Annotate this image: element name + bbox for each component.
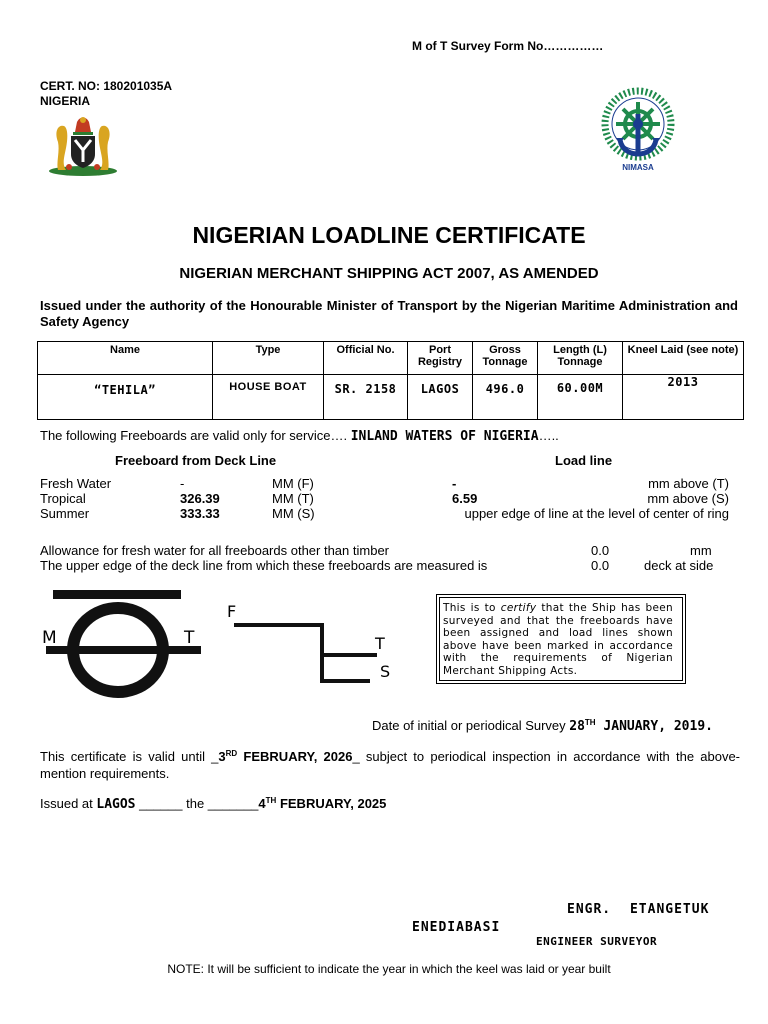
ship-table-header-row: [38, 342, 744, 375]
freeboard-row: [40, 506, 740, 522]
freeboard-name: Summer: [40, 506, 90, 521]
signatory-name-line2: ENEDIABASI: [412, 920, 501, 935]
survey-date-line: [372, 718, 713, 734]
header-length-tonnage: Length (L) Tonnage: [538, 342, 623, 375]
certificate-number: CERT. NO: 180201035A: [40, 79, 173, 93]
service-statement: [40, 428, 559, 444]
header-type: Type: [213, 342, 324, 375]
ship-type: HOUSE BOAT: [213, 375, 324, 420]
allowance-label: Allowance for fresh water for all freeboards other than timber: [40, 543, 390, 558]
loadline-heading: Load line: [555, 453, 613, 468]
mark-label-m: M: [42, 628, 57, 648]
authority-statement: Issued under the authority of the Honourable Minister of Transport by the Nigerian Maritime Administration and Safety Agency: [40, 298, 738, 329]
validity-suffix: _ subject to periodical inspection in accordance with the above-mention requirements.: [40, 749, 741, 781]
diagram-label-f: F: [227, 602, 237, 621]
validity-prefix: This certificate is valid until _: [40, 749, 219, 764]
issued-place: LAGOS: [96, 797, 136, 812]
issued-middle: ______ the _______: [135, 796, 259, 811]
mark-label-t: T: [184, 628, 195, 648]
validity-day: 3: [218, 749, 226, 764]
service-prefix: The following Freeboards are valid only for service….: [40, 428, 348, 443]
survey-date-rest: JANUARY, 2019.: [595, 719, 713, 734]
freeboard-value: 333.33: [180, 506, 220, 521]
loadline-unit: upper edge of line at the level of center of ring: [464, 506, 729, 521]
issued-prefix: Issued at: [40, 796, 97, 811]
signatory-role: ENGINEER SURVEYOR: [536, 935, 658, 948]
issued-day: 4: [258, 796, 266, 811]
service-suffix: …..: [538, 428, 559, 443]
certify-word: certify: [500, 602, 537, 614]
official-number: SR. 2158: [324, 375, 408, 420]
loadline-unit: mm above (S): [647, 491, 729, 506]
validity-date-rest: FEBRUARY, 2026: [237, 749, 353, 764]
ship-name: “TEHILA”: [38, 375, 213, 420]
survey-day-suffix: TH: [584, 718, 596, 727]
keel-note: NOTE: It will be sufficient to indicate the year in which the keel was laid or year built: [167, 962, 611, 976]
length-tonnage: 60.00M: [538, 375, 623, 420]
freeboard-unit: MM (T): [272, 491, 314, 506]
loadline-value: -: [452, 476, 457, 491]
issued-date-rest: FEBRUARY, 2025: [276, 796, 387, 811]
nimasa-logo-icon: [596, 84, 680, 176]
coat-of-arms-icon: [44, 112, 122, 178]
header-gross-tonnage: Gross Tonnage: [473, 342, 538, 375]
validity-day-suffix: RD: [225, 749, 238, 758]
gross-tonnage: 496.0: [473, 375, 538, 420]
loadline-bar: [46, 646, 201, 654]
validity-statement: [40, 748, 740, 782]
ship-details-table: [37, 341, 744, 420]
deckline-label: The upper edge of the deck line from which these freeboards are measured is: [40, 558, 488, 573]
country-label: NIGERIA: [40, 94, 91, 108]
freeboard-value: -: [180, 476, 185, 491]
service-area: INLAND WATERS OF NIGERIA: [350, 429, 539, 444]
header-name: Name: [38, 342, 213, 375]
freeboard-name: Fresh Water: [40, 476, 112, 491]
freeboard-unit: MM (F): [272, 476, 314, 491]
signatory-name-line1: ENGR. ETANGETUK: [567, 902, 710, 917]
header-port-registry: Port Registry: [408, 342, 473, 375]
deckline-value: 0.0: [591, 558, 610, 573]
allowance-value: 0.0: [591, 543, 610, 558]
freeboard-value: 326.39: [180, 491, 220, 506]
port-registry: LAGOS: [408, 375, 473, 420]
certify-pre: This is to: [443, 602, 501, 614]
freeboard-row: [40, 491, 740, 507]
diagram-label-s: S: [380, 662, 391, 681]
certify-post: that the Ship has been surveyed and that the freeboards have been assigned and load lines shown above have been marked in accordance with the requirements of Nigerian Merchant Shipping Acts.: [443, 602, 673, 677]
certificate-title: NIGERIAN LOADLINE CERTIFICATE: [192, 222, 586, 248]
ship-table-values-row: [38, 375, 744, 420]
freeboard-name: Tropical: [40, 491, 86, 506]
loadline-unit: mm above (T): [648, 476, 729, 491]
survey-form-number: M of T Survey Form No……………: [412, 39, 604, 53]
issued-statement: [40, 796, 386, 812]
freeboard-lines-diagram: [222, 598, 402, 684]
issued-day-suffix: TH: [265, 796, 277, 805]
freeboard-unit: MM (S): [272, 506, 315, 521]
deckline-unit: deck at side: [644, 558, 714, 573]
header-keel-laid: Kneel Laid (see note): [623, 342, 744, 375]
certification-box: [436, 594, 686, 684]
freeboard-row: [40, 476, 740, 492]
loadline-mark-diagram: [36, 584, 216, 704]
header-official-no: Official No.: [324, 342, 408, 375]
survey-day: 28: [569, 719, 585, 734]
act-subtitle: NIGERIAN MERCHANT SHIPPING ACT 2007, AS AMENDED: [179, 265, 599, 282]
freeboard-heading: Freeboard from Deck Line: [115, 453, 277, 468]
certification-text: [443, 602, 673, 677]
survey-prefix: Date of initial or periodical Survey: [372, 718, 570, 733]
diagram-label-t: T: [375, 634, 385, 653]
loadline-value: 6.59: [452, 491, 478, 506]
allowance-unit: mm: [690, 543, 712, 558]
keel-laid-year: 2013: [623, 375, 744, 420]
deck-line-bar: [53, 590, 181, 599]
nimasa-logo-text: NIMASA: [622, 163, 654, 172]
